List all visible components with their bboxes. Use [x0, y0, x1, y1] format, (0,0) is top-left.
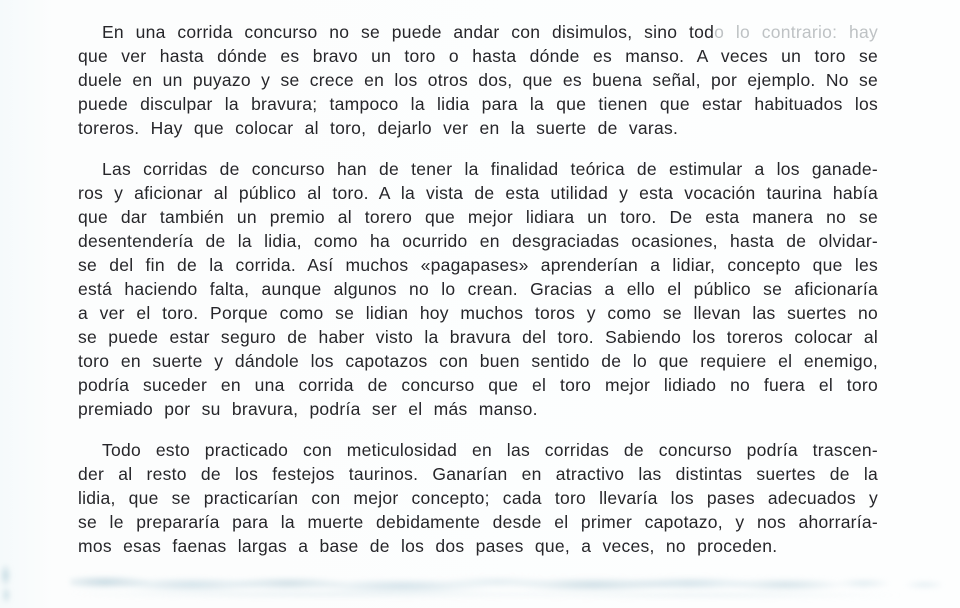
text-line — [78, 325, 878, 349]
text-line — [78, 253, 878, 277]
text-line — [78, 92, 878, 116]
edge-smudge — [0, 562, 14, 606]
text-segment: que dar también un premio al torero que mejor lidiara un toro. De esta manera no se — [78, 207, 878, 227]
text-segment: a ver el toro. Porque como se lidian hoy muchos toros y como se llevan las suertes no — [78, 303, 878, 323]
text-line — [78, 349, 878, 373]
bleedthrough-smudge — [70, 573, 942, 599]
text-line — [78, 438, 878, 462]
paragraph — [78, 438, 878, 558]
text-segment: toreros. Hay que colocar al toro, dejarlo ver en la suerte de varas. — [78, 118, 679, 138]
text-line — [78, 462, 878, 486]
text-line — [78, 486, 878, 510]
text-line — [78, 20, 878, 44]
text-segment: puede disculpar la bravura; tampoco la lidia para la que tienen que estar habituados los — [78, 94, 878, 114]
text-line — [78, 44, 878, 68]
text-line — [78, 157, 878, 181]
text-line — [78, 534, 878, 558]
text-segment: premiado por su bravura, podría ser el más manso. — [78, 399, 538, 419]
text-segment: toro en suerte y dándole los capotazos con buen sentido de lo que requiere el enemigo, — [78, 351, 878, 371]
paragraph — [78, 20, 878, 140]
paragraph — [78, 157, 878, 421]
text-segment: duele en un puyazo y se crece en los otros dos, que es buena señal, por ejemplo. No se — [78, 70, 878, 90]
text-segment: podría suceder en una corrida de concurso que el toro mejor lidiado no fuera el toro — [78, 375, 878, 395]
text-segment: Las corridas de concurso han de tener la finalidad teórica de estimular a los ganade- — [102, 159, 878, 179]
text-segment: Todo esto practicado con meticulosidad en las corridas de concurso podría trascen- — [102, 440, 878, 460]
text-line — [78, 116, 878, 140]
text-line — [78, 181, 878, 205]
text-line — [78, 229, 878, 253]
text-line — [78, 205, 878, 229]
text-line — [78, 397, 878, 421]
text-line — [78, 277, 878, 301]
text-segment: que ver hasta dónde es bravo un toro o hasta dónde es manso. A veces un toro se — [78, 46, 878, 66]
text-segment: lidia, que se practicarían con mejor concepto; cada toro llevaría los pases adecuados y — [78, 488, 878, 508]
text-line — [78, 301, 878, 325]
text-line — [78, 373, 878, 397]
document-text — [78, 20, 878, 558]
text-line — [78, 68, 878, 92]
text-segment: se del fin de la corrida. Así muchos «pagapases» aprenderían a lidiar, concepto que les — [78, 255, 878, 275]
text-segment: mos esas faenas largas a base de los dos pases que, a veces, no proceden. — [78, 536, 778, 556]
text-segment: está haciendo falta, aunque algunos no lo crean. Gracias a ello el público se aficionaría — [78, 279, 878, 299]
faded-text-segment: o lo contrario: hay — [714, 22, 879, 42]
text-segment: En una corrida concurso no se puede andar con disimulos, sino tod — [102, 22, 715, 42]
text-line — [78, 510, 878, 534]
text-segment: se le prepararía para la muerte debidamente desde el primer capotazo, y nos ahorraría- — [78, 512, 878, 532]
text-segment: ros y aficionar al público al toro. A la vista de esta utilidad y esta vocación taurina había — [78, 183, 878, 203]
text-segment: se puede estar seguro de haber visto la bravura del toro. Sabiendo los toreros colocar al — [78, 327, 878, 347]
text-segment: der al resto de los festejos taurinos. Ganarían en atractivo las distintas suertes de la — [78, 464, 878, 484]
text-segment: desentendería de la lidia, como ha ocurrido en desgraciadas ocasiones, hasta de olvidar- — [78, 231, 878, 251]
